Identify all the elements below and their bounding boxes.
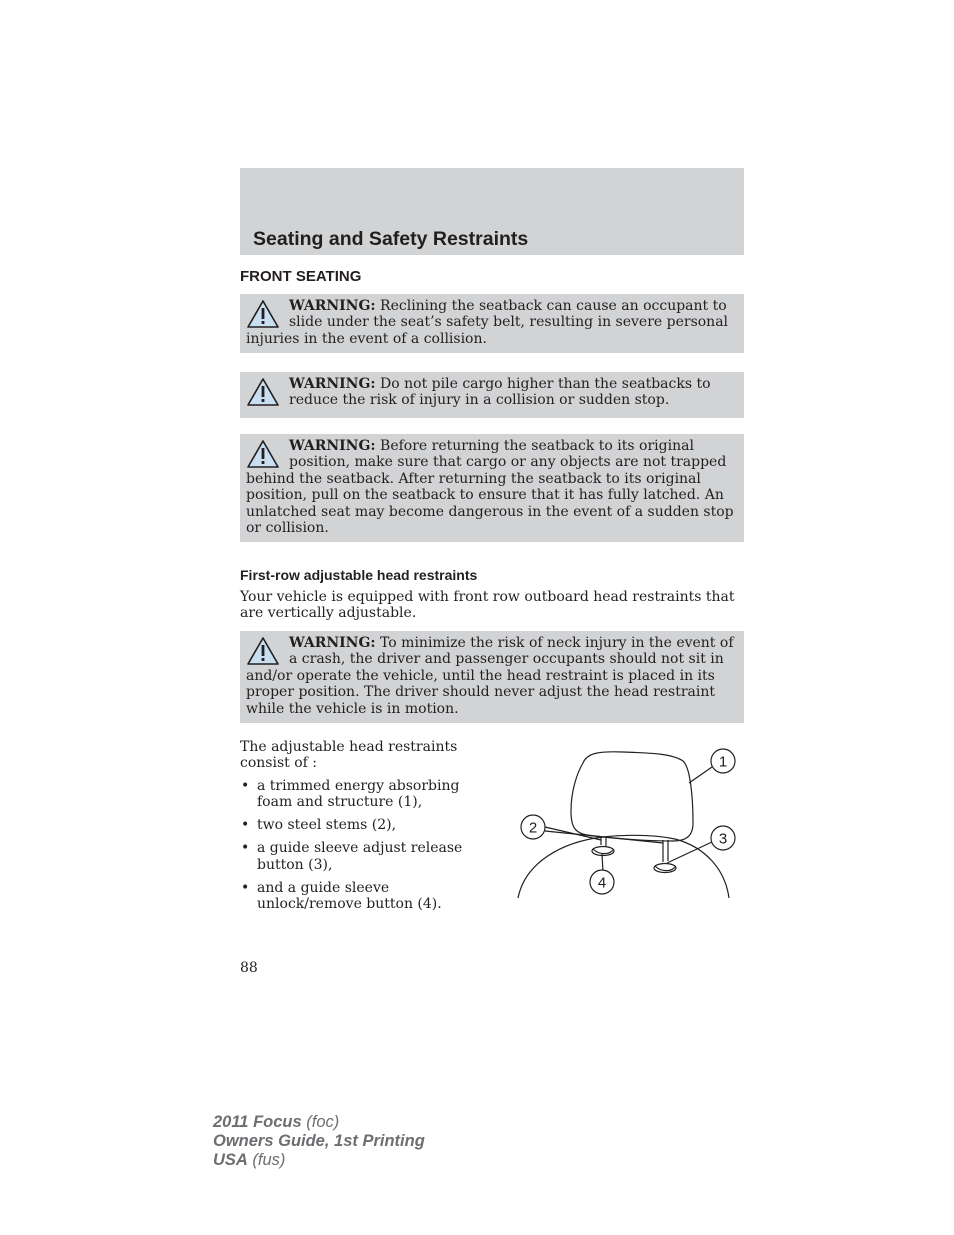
list-item: • a trimmed energy absorbing foam and structure (1),	[240, 778, 492, 811]
footer-model: 2011 Focus	[213, 1113, 302, 1131]
footer-market: USA	[213, 1151, 248, 1169]
warning-label: WARNING:	[289, 438, 376, 454]
callout-4-label: 4	[597, 874, 607, 892]
callout-1-label: 1	[718, 753, 728, 771]
footer-line-2	[213, 1132, 425, 1151]
warning-box	[240, 372, 744, 418]
warning-box	[240, 434, 744, 542]
subsection-title: First-row adjustable head restraints	[240, 567, 478, 583]
list-item: • and a guide sleeve unlock/remove button (4).	[240, 880, 492, 913]
warning-label: WARNING:	[289, 635, 376, 651]
warning-text: Do not pile cargo higher than the seatbacks to reduce the risk of injury in a collision or sudden stop.	[289, 376, 711, 409]
warning-triangle-icon	[246, 377, 280, 407]
page-number: 88	[240, 960, 258, 976]
footer-line-3	[213, 1151, 425, 1170]
list-item: • a guide sleeve adjust release button (3),	[240, 840, 492, 873]
section-title: FRONT SEATING	[240, 268, 362, 285]
page-section-title: Seating and Safety Restraints	[253, 228, 529, 250]
list-intro: The adjustable head restraints consist of :	[240, 739, 458, 772]
warning-text: Reclining the seatback can cause an occupant to slide under the seat’s safety belt, resulting in severe personal injuries in the event of a collision.	[246, 298, 729, 347]
footer-line-1	[213, 1113, 425, 1132]
warning-label: WARNING:	[289, 376, 376, 392]
warning-label: WARNING:	[289, 298, 376, 314]
intro-paragraph: Your vehicle is equipped with front row outboard head restraints that are vertically adjustable.	[240, 589, 735, 622]
warning-text: To minimize the risk of neck injury in the event of a crash, the driver and passenger occupants should not sit in and/or operate the vehicle, until the head restraint is placed in its proper position. The driver should never adjust the head restraint while the vehicle is in motion.	[246, 635, 734, 717]
footer-model-code: (foc)	[301, 1113, 340, 1131]
head-restraint-illustration	[513, 745, 745, 903]
header-band	[240, 168, 744, 255]
warning-box	[240, 631, 744, 723]
callout-3-label: 3	[718, 830, 728, 848]
footer-edition: Owners Guide, 1st Printing	[213, 1132, 425, 1150]
footer	[213, 1113, 425, 1170]
warning-triangle-icon	[246, 636, 280, 666]
callout-2-label: 2	[528, 819, 538, 837]
footer-market-code: (fus)	[247, 1151, 286, 1169]
warning-text: Before returning the seatback to its original position, make sure that cargo or any objects are not trapped behind the seatback. After returning the seatback to its original position, pull on the seatback to ensure that it has fully latched. An unlatched seat may become dangerous in the event of a sudden stop or collision.	[246, 438, 734, 537]
warning-triangle-icon	[246, 299, 280, 329]
list-item: • two steel stems (2),	[240, 817, 492, 833]
warning-box	[240, 294, 744, 353]
warning-triangle-icon	[246, 439, 280, 469]
component-list	[240, 778, 492, 919]
